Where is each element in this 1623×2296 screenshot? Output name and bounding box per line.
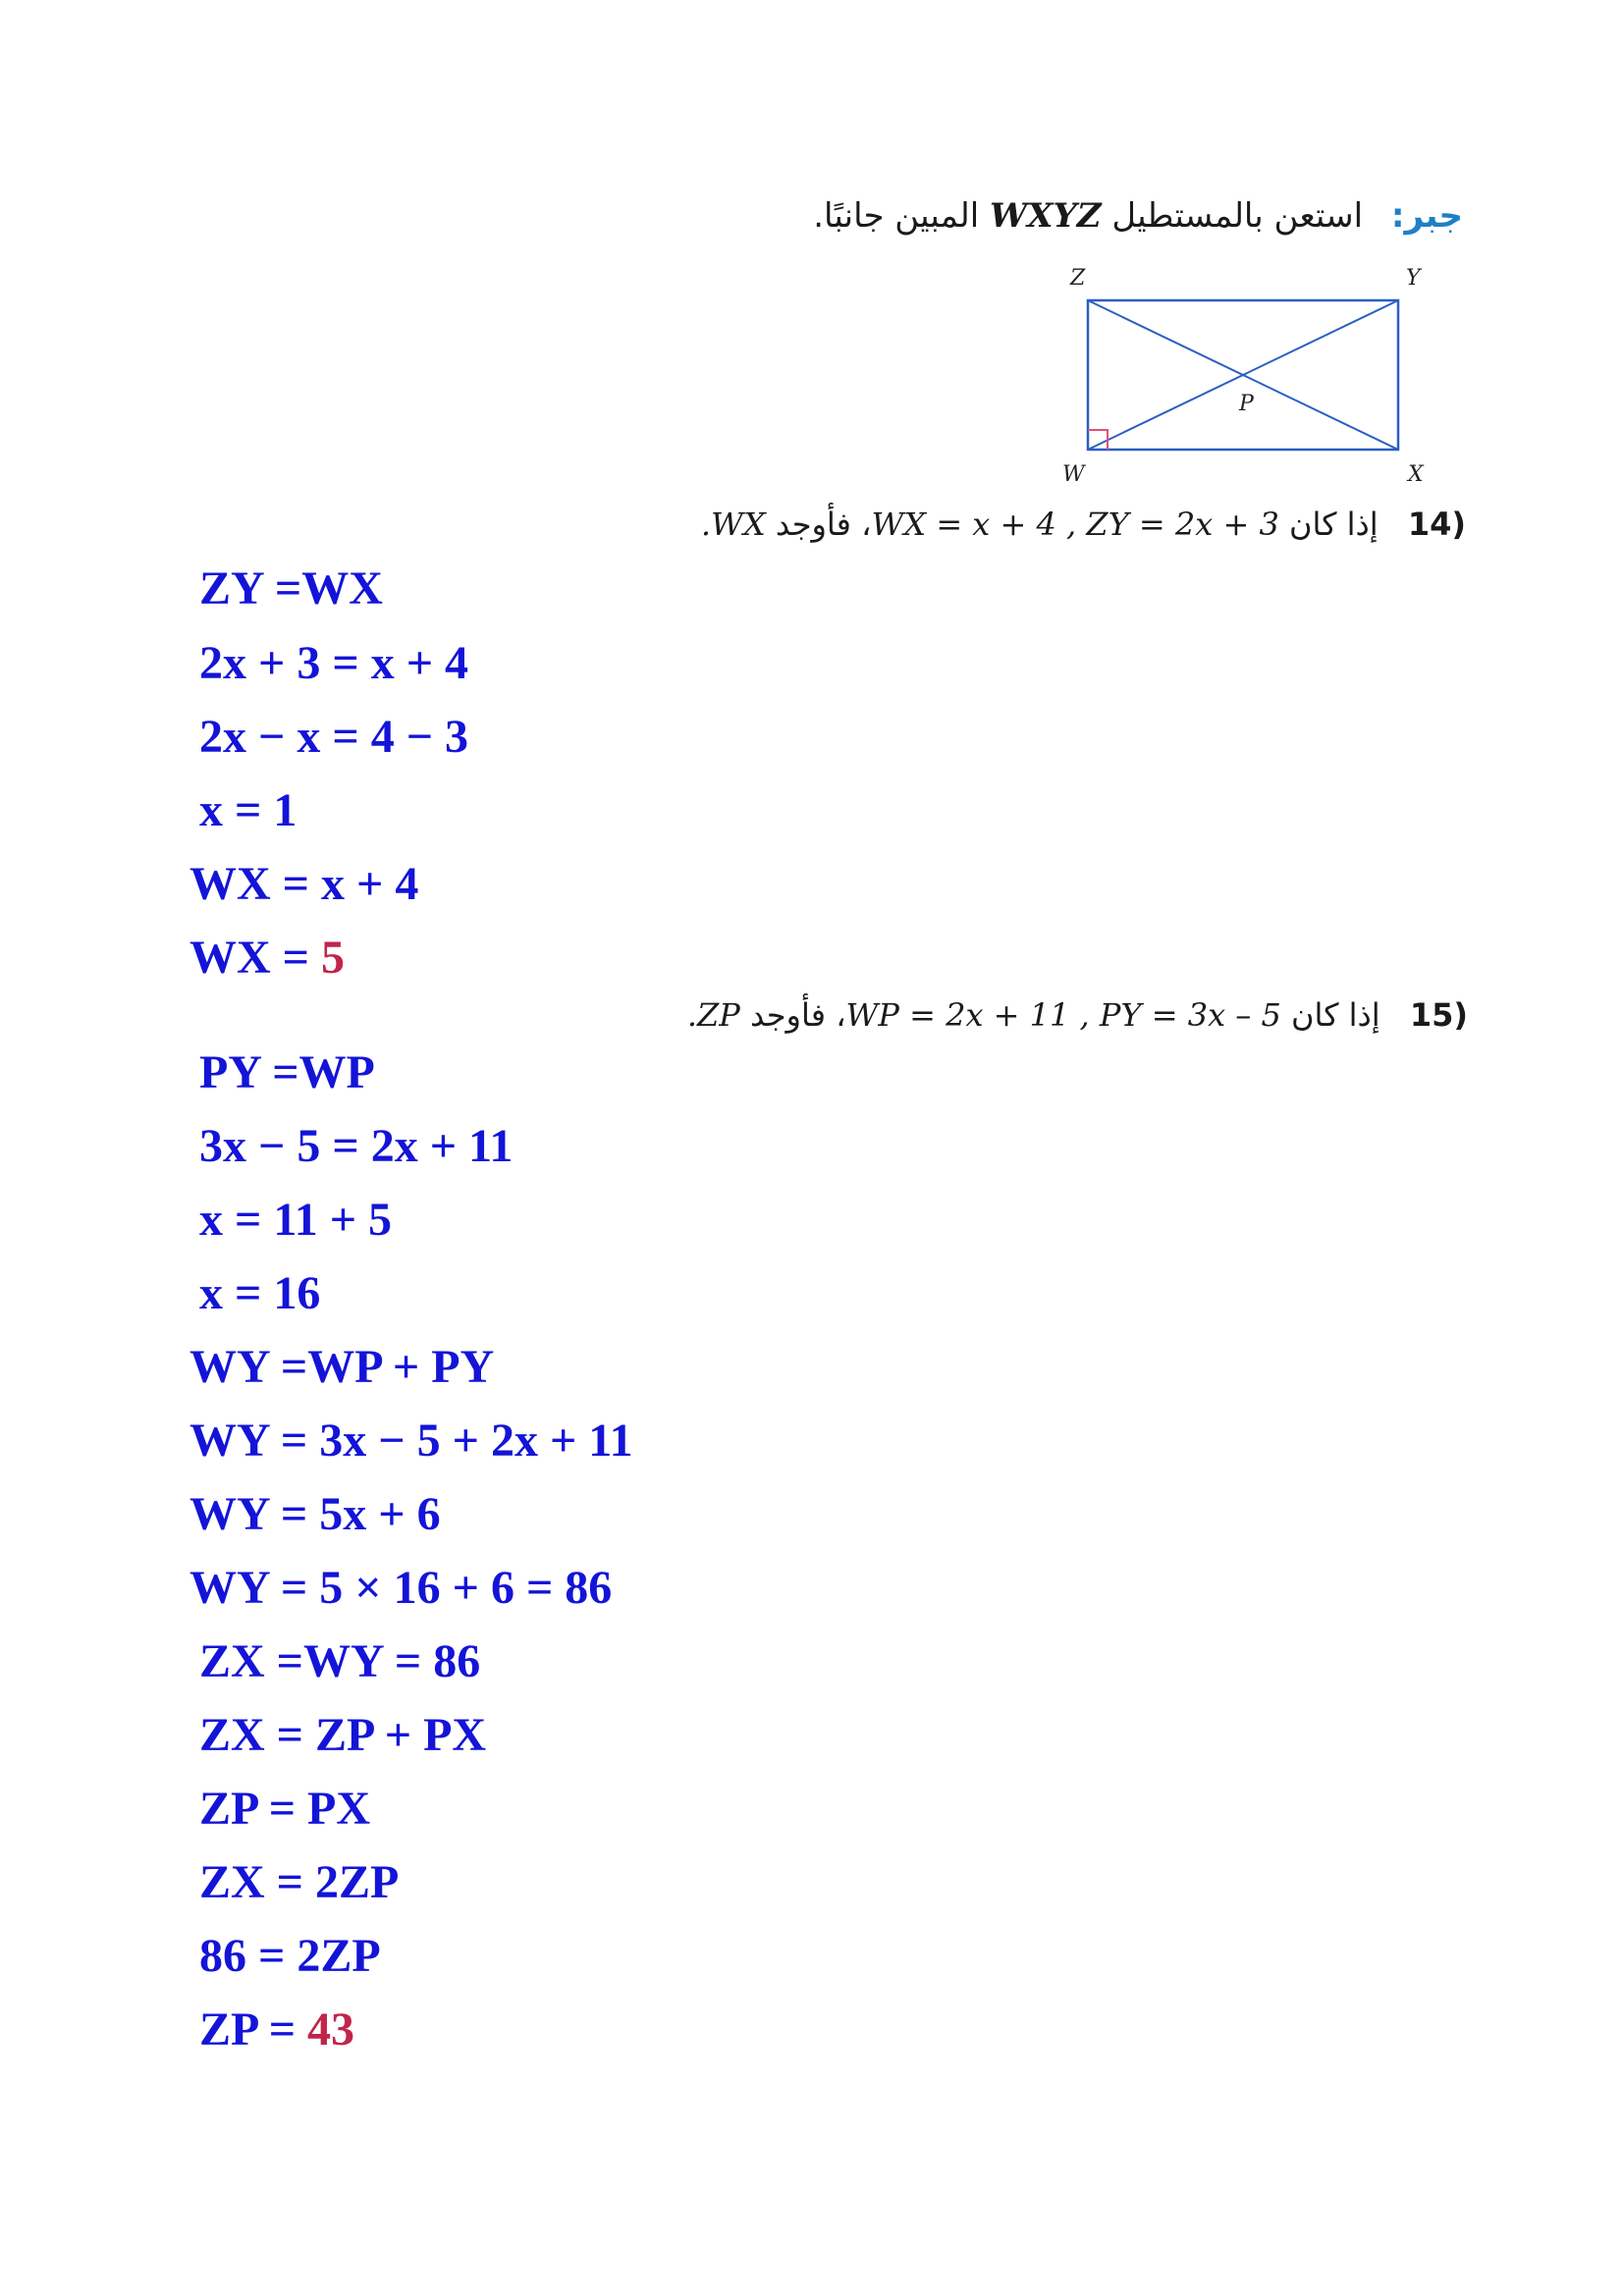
question-target: WX. (700, 506, 766, 543)
equation-line: ZX = 2ZP (199, 1856, 400, 1908)
equation-line: WY = 5 × 16 + 6 = 86 (189, 1562, 613, 1614)
question-find: ، فأوجد (749, 996, 846, 1034)
question-14 (701, 506, 1466, 543)
equation-line: ZX =WY = 86 (199, 1635, 481, 1687)
section-tag: جبر: (1390, 196, 1463, 236)
right-angle-mark (1088, 430, 1108, 450)
rectangle-diagram (1051, 253, 1463, 487)
equation-line: 86 = 2ZP (199, 1930, 381, 1982)
question-if: إذا كان (1290, 996, 1380, 1034)
instruction-header (813, 196, 1463, 236)
final-answer-line (189, 931, 345, 986)
equation-line: x = 11 + 5 (199, 1194, 393, 1246)
equation-line: ZX = ZP + PX (199, 1709, 487, 1761)
final-answer-prefix: ZP = (199, 2003, 308, 2056)
equation-line: WY = 3x − 5 + 2x + 11 (189, 1415, 633, 1467)
equation-line: WY = 5x + 6 (189, 1488, 441, 1540)
equation-line: 2x − x = 4 − 3 (199, 711, 469, 763)
label-w: W (1062, 462, 1085, 487)
equation-line: x = 16 (199, 1267, 321, 1319)
equation-line: PY =WP (199, 1046, 375, 1098)
rect-name: WXYZ (989, 196, 1102, 236)
final-answer-value: 43 (307, 2003, 355, 2056)
question-15 (687, 996, 1468, 1034)
final-answer-line (199, 2002, 354, 2057)
equation-line: ZP = PX (199, 1783, 371, 1835)
label-p: P (1239, 392, 1254, 416)
label-z: Z (1070, 266, 1086, 291)
equation-line: ZY =WX (199, 562, 383, 614)
question-number: (14 (1407, 506, 1466, 543)
final-answer-value: 5 (321, 932, 346, 984)
question-number: (15 (1409, 996, 1468, 1034)
equation-line: WY =WP + PY (189, 1341, 495, 1393)
question-if: إذا كان (1288, 506, 1379, 543)
equation-line: 2x + 3 = x + 4 (199, 637, 469, 689)
question-expression: WX = x + 4 , ZY = 2x + 3 (871, 506, 1279, 543)
equation-line: x = 1 (199, 784, 298, 836)
label-y: Y (1406, 266, 1421, 291)
final-answer-prefix: WX = (189, 932, 322, 984)
equation-line: WX = x + 4 (189, 858, 419, 910)
instruction-text-after: المبين جانبًا. (813, 196, 980, 236)
question-target: ZP. (686, 996, 740, 1034)
label-x: X (1408, 462, 1424, 487)
equation-line: 3x − 5 = 2x + 11 (199, 1120, 514, 1172)
question-find: ، فأوجد (775, 506, 872, 543)
question-expression: WP = 2x + 11 , PY = 3x – 5 (845, 996, 1281, 1034)
instruction-text-before: استعن بالمستطيل (1111, 196, 1364, 236)
